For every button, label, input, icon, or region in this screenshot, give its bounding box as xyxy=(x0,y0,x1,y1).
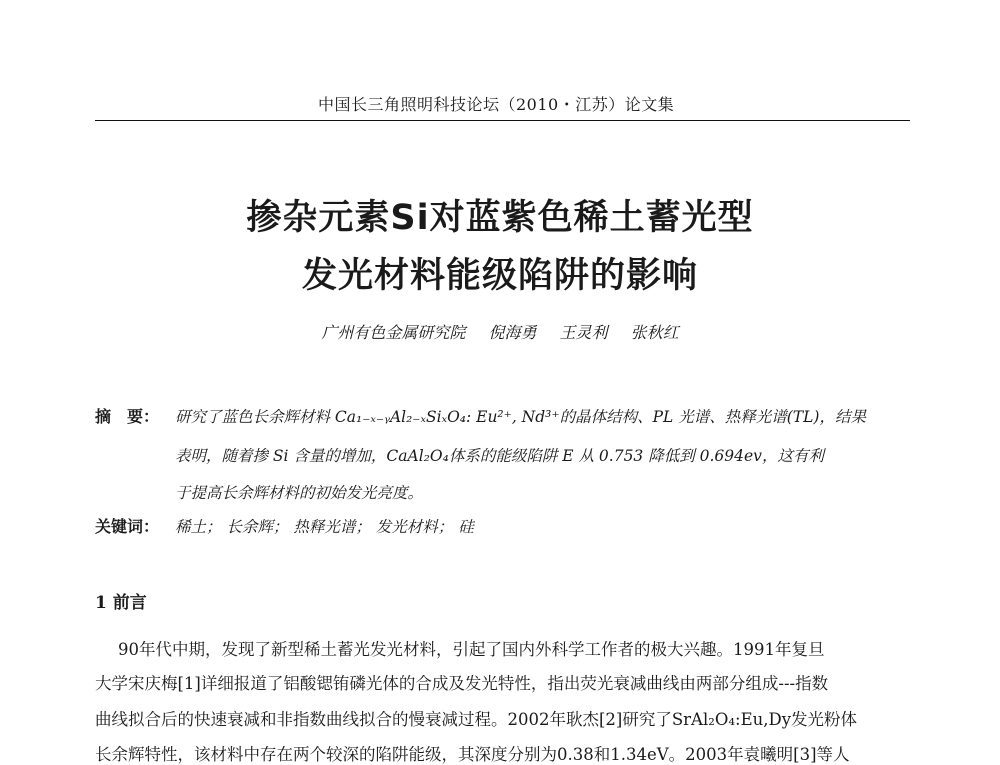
body-line-1: 90年代中期，发现了新型稀土蓄光发光材料，引起了国内外科学工作者的极大兴趣。1991年复旦 xyxy=(118,640,825,659)
paper-title-line-2: 发光材料能级陷阱的影响 xyxy=(301,256,698,296)
keywords-text: 稀土； 长余辉； 热释光谱； 发光材料； 硅 xyxy=(175,518,474,536)
abstract-label: 摘 要： xyxy=(95,407,160,426)
body-line-4: 长余辉特性，该材料中存在两个较深的陷阱能级，其深度分别为0.38和1.34eV。2003年袁曦明[3]等人 xyxy=(95,745,850,764)
body-line-2: 大学宋庆梅[1]详细报道了铝酸锶铕磷光体的合成及发光特性，指出荧光衰减曲线由两部分组成---指数 xyxy=(95,674,829,693)
paper-title-line-1: 掺杂元素Si对蓝紫色稀土蓄光型 xyxy=(246,198,754,238)
abstract-line-1: 研究了蓝色长余辉材料 Ca₁₋ₓ₋ᵧAl₂₋ₓSiₓO₄: Eu²⁺, Nd³⁺的晶体结构、PL 光谱、热释光谱(TL)，结果 xyxy=(175,408,866,426)
author-name: 王灵利 xyxy=(559,323,608,342)
keywords-label: 关键词： xyxy=(95,517,160,536)
abstract-line-3: 于提高长余辉材料的初始发光亮度。 xyxy=(175,484,424,502)
author-line xyxy=(0,320,1000,343)
author-name: 倪海勇 xyxy=(488,323,537,342)
affiliation: 广州有色金属研究院 xyxy=(321,323,466,342)
abstract-line-2: 表明，随着掺 Si 含量的增加，CaAl₂O₄体系的能级陷阱 E 从 0.753 降低到 0.694ev，这有利 xyxy=(175,447,824,465)
section-heading: 1 前言 xyxy=(95,593,147,613)
header-rule xyxy=(95,120,910,121)
body-line-3: 曲线拟合后的快速衰减和非指数曲线拟合的慢衰减过程。2002年耿杰[2]研究了SrAl₂O₄:Eu,Dy发光粉体 xyxy=(95,710,858,729)
author-name: 张秋红 xyxy=(630,323,679,342)
running-header: 中国长三角照明科技论坛（2010・江苏）论文集 xyxy=(318,95,675,114)
